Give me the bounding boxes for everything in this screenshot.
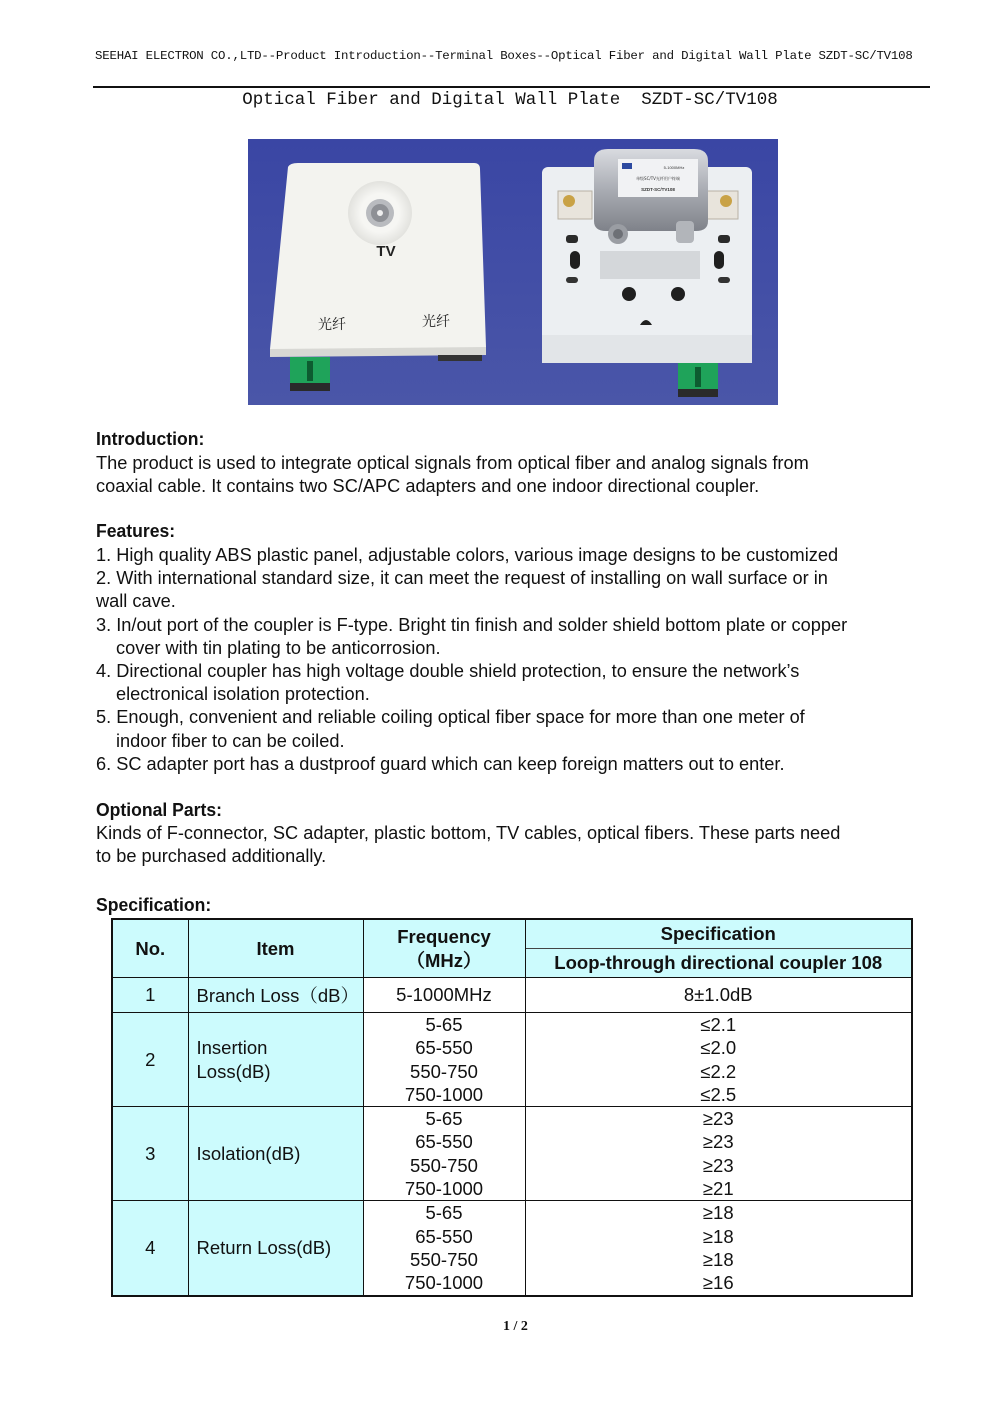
row-frequency: [363, 1201, 525, 1296]
row-frequency: 5-1000MHz: [363, 978, 525, 1013]
specification-heading: Specification:: [96, 894, 212, 915]
svg-text:单级SC/TV光纤用户终端: 单级SC/TV光纤用户终端: [636, 176, 680, 181]
page-number: 1 / 2: [503, 1319, 528, 1334]
running-header: SEEHAI ELECTRON CO.,LTD--Product Introduction--Terminal Boxes--Optical Fiber and Digital Wall Plate SZDT-SC/TV108: [95, 49, 913, 63]
row-item-line: Loss(dB): [196, 1060, 271, 1082]
frequency-value: 550-750: [410, 1154, 478, 1176]
frequency-value: 65-550: [415, 1131, 473, 1153]
row-value: [525, 1107, 912, 1201]
feature-list: [96, 544, 946, 776]
frequency-header-unit: （MHz）: [406, 949, 482, 971]
optional-parts-line: Kinds of F-connector, SC adapter, plastic bottom, TV cables, optical fibers. These parts need: [96, 823, 841, 843]
row-frequency: [363, 1107, 525, 1201]
page-title: Optical Fiber and Digital Wall Plate SZDT-SC/TV108: [242, 90, 778, 110]
frequency-value: 65-550: [415, 1037, 473, 1059]
frequency-value: 5-65: [425, 1202, 463, 1224]
spec-value: ≥23: [702, 1131, 734, 1153]
row-item: Return Loss(dB): [188, 1201, 363, 1296]
column-header-specification: Specification: [525, 919, 912, 949]
frequency-header-line: Frequency: [397, 926, 491, 948]
row-frequency: [363, 1013, 525, 1107]
table-header-row: [112, 919, 912, 949]
optional-parts-text: [96, 822, 946, 868]
feature-line: 1. High quality ABS plastic panel, adjustable colors, various image designs to be customized: [96, 545, 839, 565]
column-header-frequency: [363, 919, 525, 978]
row-value: [525, 1201, 912, 1296]
back-plate-image: [542, 149, 752, 397]
frequency-value: 550-750: [410, 1060, 478, 1082]
introduction-heading: Introduction:: [96, 428, 205, 449]
frequency-value: 65-550: [415, 1225, 473, 1247]
product-photo: [248, 139, 778, 405]
table-row: [112, 1107, 912, 1201]
feature-item-3: [96, 614, 946, 660]
svg-text:5-1000MHz: 5-1000MHz: [663, 165, 685, 170]
row-item: Isolation(dB): [188, 1107, 363, 1201]
column-header-no: No.: [112, 919, 188, 978]
feature-line: indoor fiber to can be coiled.: [116, 730, 345, 751]
table-row: [112, 1013, 912, 1107]
frequency-value: 550-750: [410, 1248, 478, 1270]
spec-value: ≤2.2: [700, 1060, 737, 1082]
frequency-value: 750-1000: [404, 1178, 484, 1200]
feature-line: 2. With international standard size, it can meet the request of installing on wall surface or in: [96, 568, 828, 589]
table-row: [112, 978, 912, 1013]
fiber-label-left: 光纤: [318, 317, 346, 333]
feature-item-6: [96, 753, 946, 776]
frequency-value: 750-1000: [404, 1083, 484, 1105]
fiber-label-right: 光纤: [422, 314, 450, 330]
features-heading: Features:: [96, 520, 176, 541]
optional-parts-heading: Optional Parts:: [96, 799, 222, 820]
svg-text:SZDT-SC/TV108: SZDT-SC/TV108: [641, 187, 675, 192]
spec-value: ≥18: [702, 1202, 734, 1224]
spec-value: ≤2.0: [700, 1037, 737, 1059]
row-value: [525, 1013, 912, 1107]
row-no: 2: [112, 1013, 188, 1107]
row-no: 4: [112, 1201, 188, 1296]
spec-value: ≥18: [702, 1225, 734, 1247]
specification-table: [111, 918, 913, 1297]
frequency-value: 5-65: [425, 1108, 463, 1130]
feature-line: wall cave.: [96, 591, 176, 612]
spec-value: ≥18: [702, 1248, 734, 1270]
row-item-line: Insertion: [196, 1037, 268, 1059]
tv-label: TV: [376, 243, 396, 260]
column-header-item: Item: [188, 919, 363, 978]
spec-value: ≤2.1: [700, 1014, 737, 1035]
spec-value: ≤2.5: [700, 1083, 737, 1105]
optional-parts-line: to be purchased additionally.: [96, 846, 327, 867]
introduction-text: [96, 452, 946, 498]
feature-line: cover with tin plating to be anticorrosion.: [116, 637, 441, 658]
feature-line: 3. In/out port of the coupler is F-type. Bright tin finish and solder shield bottom plate or copper: [96, 614, 848, 635]
feature-item-4: [96, 660, 946, 706]
feature-line: 4. Directional coupler has high voltage double shield protection, to ensure the network’s: [96, 661, 800, 682]
spec-value: ≥23: [702, 1154, 734, 1176]
frequency-value: 750-1000: [404, 1272, 484, 1294]
frequency-value: 5-65: [425, 1014, 463, 1035]
feature-line: 6. SC adapter port has a dustproof guard which can keep foreign matters out to enter.: [96, 753, 785, 774]
column-subheader-coupler: Loop-through directional coupler 108: [525, 949, 912, 978]
feature-item-5: [96, 706, 946, 752]
row-value: 8±1.0dB: [525, 978, 912, 1013]
row-no: 1: [112, 978, 188, 1013]
introduction-line: coaxial cable. It contains two SC/APC adapters and one indoor directional coupler.: [96, 476, 760, 497]
feature-line: 5. Enough, convenient and reliable coiling optical fiber space for more than one meter of: [96, 707, 805, 728]
feature-line: electronical isolation protection.: [116, 684, 370, 705]
row-no: 3: [112, 1107, 188, 1201]
header-rule: [93, 86, 930, 88]
spec-value: ≥16: [702, 1272, 734, 1294]
introduction-line: The product is used to integrate optical signals from optical fiber and analog signals from: [96, 453, 809, 473]
spec-value: ≥21: [702, 1178, 734, 1200]
spec-value: ≥23: [702, 1108, 734, 1130]
row-item: [188, 1013, 363, 1107]
table-row: [112, 1201, 912, 1296]
feature-item-2: [96, 567, 946, 613]
feature-item-1: [96, 544, 946, 567]
row-item: Branch Loss（dB）: [188, 978, 363, 1013]
